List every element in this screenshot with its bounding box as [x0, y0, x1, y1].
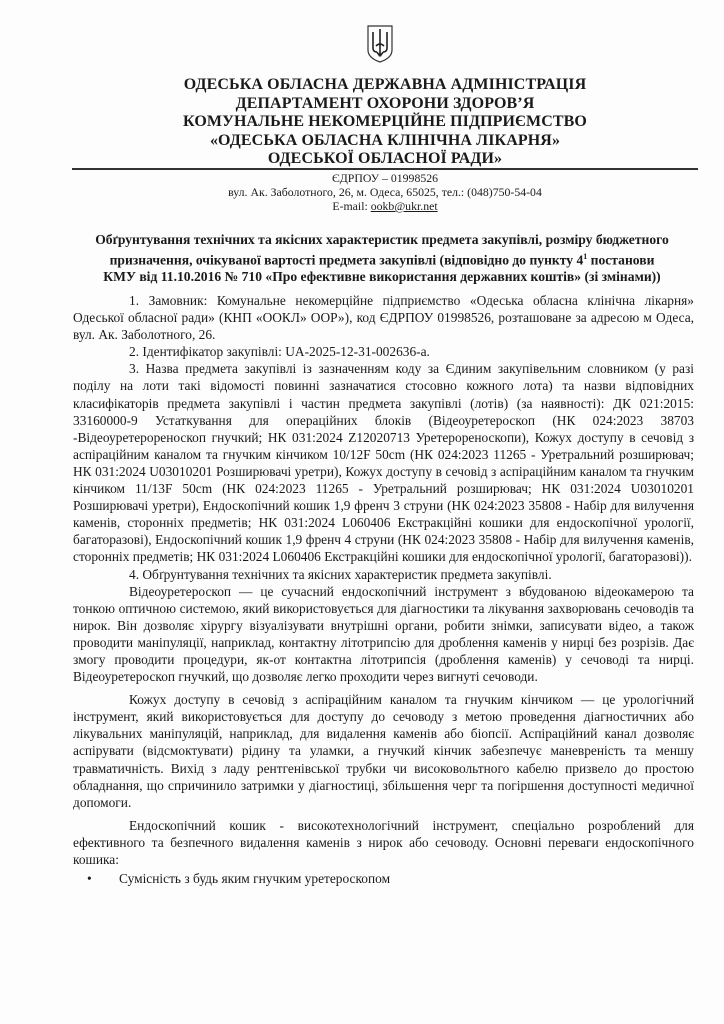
list-item-text: Сумісність з будь яким гнучким уретероскопом: [119, 871, 391, 887]
org-line: ОДЕСЬКОЇ ОБЛАСНОЇ РАДИ»: [267, 150, 503, 168]
org-line: ОДЕСЬКА ОБЛАСНА ДЕРЖАВНА АДМІНІСТРАЦІЯ: [183, 76, 587, 93]
edrpou-code: ЄДРПОУ – 01998526: [331, 171, 439, 185]
list-item: [73, 870, 694, 887]
org-line: КОМУНАЛЬНЕ НЕКОМЕРЦІЙНЕ ПІДПРИЄМСТВО: [183, 113, 587, 131]
title-line: КМУ від 11.10.2016 № 710 «Про ефективне використання державних коштів» (зі змінами)): [103, 269, 661, 285]
document-body: [73, 292, 694, 887]
contact-block: [72, 171, 698, 213]
organization-header: [72, 76, 698, 169]
paragraph-procurement-id: 2. Ідентифікатор закупівлі: UA-2025-12-31-002636-a.: [129, 344, 430, 360]
title-text: призначення, очікуваної вартості предмета закупівлі (відповідно до пункту 4: [109, 252, 584, 268]
paragraph-justification-heading: 4. Обґрунтування технічних та якісних характеристик предмета закупівлі.: [129, 566, 552, 582]
address: вул. Ак. Заболотного, 26, м. Одеса, 65025, тел.: (048)750-54-04: [228, 185, 542, 199]
document-title: [62, 232, 702, 286]
paragraph-subject: 3. Назва предмета закупівлі із зазначенням коду за Єдиним закупівельним словником (у разі поділу на лоти такі відомості повинні зазначатися стосовно кожного лота) та назви відповідних класифікаторів предмета закупівлі і частин предмета закупівлі (лотів) (за наявності): ДК 021:2015: 33160000-9 Устаткування для операційних блоків (Відеоуретероскоп (НК 024:2023 38703 -Відеоуретерореноскоп гнучкий; НК 031:2024 Z12020713 Уретерореноскопи), Кожух доступу в сечовід з аспіраційним каналом та гнучким кінчиком 10/12F 50cm (НК 024:2023 11265 - Уретральний розширювач; НК 031:2024 U03010201 Розширювачі уретри), Кожух доступу в сечовід з аспіраційним каналом та гнучким кінчиком 11/13F 50cm (НК 024:2023 11265 - Уретральний розширювач; НК 031:2024 U03010201 Розширювачі уретри), Ендоскопічний кошик 1,9 френч 3 струни (НК 024:2023 35808 - Набір для вилучення каменів, сторонніх предметів; НК 031:2024 L060406 Екстракційні кошики для ендоскопічної урології, багаторазові), Ендоскопічний кошик 1,9 френч 4 струни (НК 024:2023 35808 - Набір для вилучення каменів, сторонніх предметів; НК 031:2024 L060406 Екстракційні кошики для ендоскопічної урології, багаторазові)).: [73, 361, 694, 565]
email-label: E-mail:: [332, 199, 371, 213]
paragraph-endoscopic-basket: Ендоскопічний кошик - високотехнологічний інструмент, спеціально розроблений для ефективного та безпечного видалення каменів з нирок або сечоводу. Основні переваги ендоскопічного кошика:: [73, 817, 694, 867]
trident-emblem-icon: [366, 24, 394, 64]
paragraph-customer: 1. Замовник: Комунальне некомерційне підприємство «Одеська обласна клінічна лікарня» Одеської обласної ради» (КНП «ООКЛ» ООР»), код ЄДРПОУ 01998526, розташоване за адресою м Одеса, вул. Ак. Заболотного, 26.: [73, 293, 694, 343]
paragraph-videoureteroscope: Відеоуретероскоп — це сучасний ендоскопічний інструмент з вбудованою відеокамерою та тонкою оптичною системою, який використовується для діагностики та лікування захворювань сечоводів та нирок. Він дозволяє хірургу візуалізувати внутрішні органи, робити знімки, записувати відео, а також проводити маніпуляції, наприклад, контактну літотрипсію для дроблення каменів у нирці без розрізів. Дає змогу проводити процедури, як-от контактна літотрипсія (дроблення каменів) у сечоводі та нирці. Відеоуретероскоп гнучкий, що дозволяє легко проходити через вигнуті сечоводи.: [73, 583, 694, 685]
title-text: постанови: [587, 252, 655, 268]
paragraph-access-sheath: Кожух доступу в сечовід з аспіраційним каналом та гнучким кінчиком — це урологічний інструмент, який використовується для доступу до сечоводу з метою проведення діагностичних або лікувальних маніпуляцій, наприклад, для видалення каменів або біопсії. Аспіраційний канал дозволяє аспірувати (відсмоктувати) рідину та уламки, а гнучкий кінчик забезпечує маневреність та меншу травматичність. Вихід з ладу рентгенівської трубки чи високовольтного кабелю призвело до простою обладнання, що спричинило затримки у діагностиці, збільшення черг та погіршення доступності медичної допомоги.: [73, 692, 694, 810]
org-line: «ОДЕСЬКА ОБЛАСНА КЛІНІЧНА ЛІКАРНЯ»: [209, 131, 561, 149]
header-divider: [72, 168, 698, 170]
title-line: Обґрунтування технічних та якісних характеристик предмета закупівлі, розміру бюджетного: [95, 232, 669, 247]
title-line: [62, 249, 702, 269]
org-line: ДЕПАРТАМЕНТ ОХОРОНИ ЗДОРОВ’Я: [235, 94, 535, 112]
email-link[interactable]: ookb@ukr.net: [370, 199, 438, 213]
bullet-icon: •: [87, 871, 92, 887]
title-superscript: 1: [583, 251, 588, 261]
email-line: [72, 199, 698, 213]
